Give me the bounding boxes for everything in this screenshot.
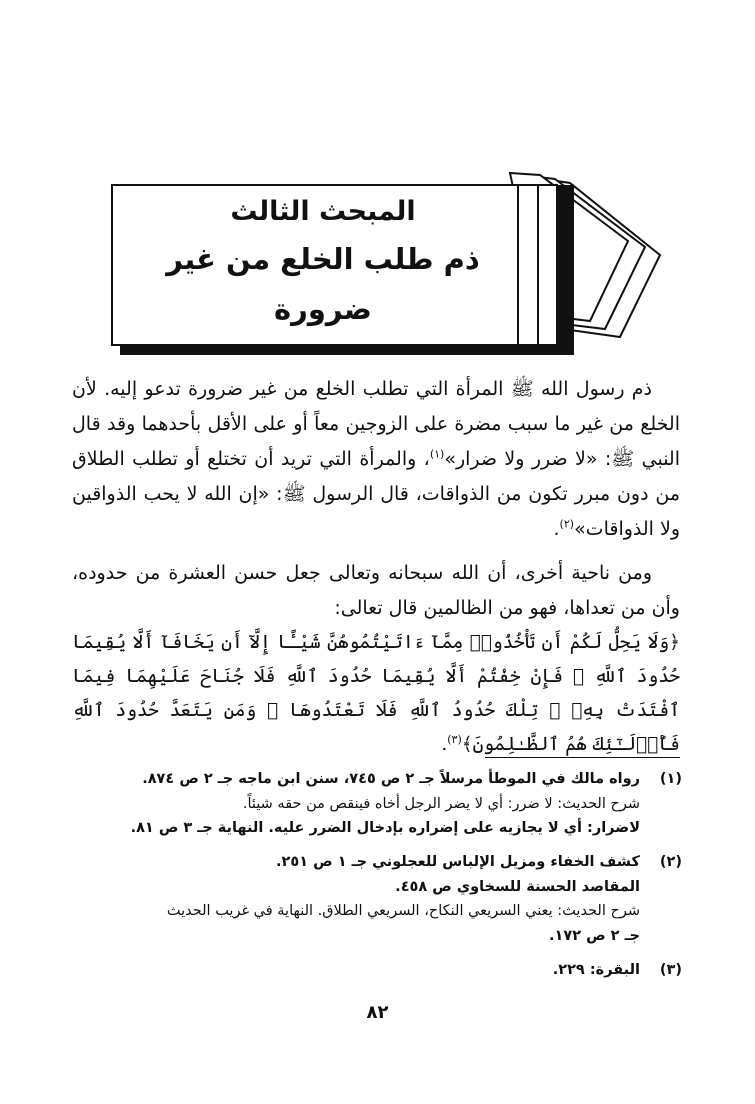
footnote-ref-2: (٢) <box>559 517 575 531</box>
footnote-3 <box>72 958 682 983</box>
quran-text: ﴿وَلَا يَحِلُّ لَكُمْ أَن تَأْخُذُوا۟ مِمَّآ ءَاتَيْتُمُوهُنَّ شَيْـًٔا إِلَّآ أَن يَخَافَآ أَلَّا يُقِيمَا حُدُودَ ٱللَّهِ ۖ فَإِنْ خِفْتُمْ أَلَّا يُقِيمَا حُدُودَ ٱللَّهِ فَلَا جُنَاحَ عَلَيْهِمَا فِيمَا ٱفْتَدَتْ بِهِۦ ۗ تِلْكَ حُدُودُ ٱللَّهِ فَلَا تَعْتَدُوهَا ۚ وَمَن يَتَعَدَّ حُدُودَ ٱللَّهِ فَأُو۟لَـٰٓئِكَ هُمُ ٱلظَّـٰلِمُونَ﴾ <box>72 632 680 755</box>
footnote-line: المقاصد الحسنة للسخاوي ص ٤٥٨. <box>395 878 640 895</box>
paragraph-2-text: ومن ناحية أخرى، أن الله سبحانه وتعالى جعل حسن العشرة من حدوده، وأن من تعداها، فهو من الظالمين قال تعالى: <box>72 562 680 619</box>
page-number: ٨٢ <box>366 1002 389 1023</box>
footnote-line: شرح الحديث: لا ضرر: أي لا يضر الرجل أخاه فينقص من حقه شيئاً. <box>242 795 640 812</box>
footnote-line: كشف الخفاء ومزيل الإلباس للعجلوني جـ ١ ص ٢٥١. <box>276 854 640 870</box>
paragraph-1-text: ذم رسول الله ﷺ المرأة التي تطلب الخلع من غير ضرورة تدعو إليه. لأن الخلع من غير ما سبب مضرة على الزوجين معاً أو على الأقل بأحدهما وقد قال النبي ﷺ: «لا ضرر ولا ضرار» <box>72 378 680 470</box>
footnote-2 <box>72 850 682 948</box>
paragraph-1-cont: ، والمرأة التي تريد أن تختلع أو تطلب الطلاق من دون مبرر تكون من الذواقات، قال الرسول ﷺ: «إن الله لا يحب الذواقين ولا الذواقات» <box>72 448 680 540</box>
footnote-ref-3: (٣) <box>447 732 462 746</box>
footnote-line: شرح الحديث: يعني السريعي النكاح، السريعي الطلاق. النهاية في غريب الحديث <box>166 903 640 919</box>
footnote-ref-1: (١) <box>429 447 445 461</box>
title-line-2: ذم طلب الخلع من غير ضرورة <box>166 242 480 326</box>
paragraph-2 <box>72 556 680 626</box>
footnote-line: جـ ٢ ص ١٧٢. <box>548 927 640 944</box>
footnote-divider <box>485 757 680 758</box>
footnote-number: (٣) <box>659 962 682 978</box>
footnote-number: (٢) <box>659 854 682 870</box>
quran-verse <box>72 626 680 762</box>
quran-end: . <box>441 734 448 755</box>
paragraph-1-end: . <box>553 518 560 540</box>
footnote-line: رواه مالك في الموطأ مرسلاً جـ ٢ ص ٧٤٥، سنن ابن ماجه جـ ٢ ص ٨٧٤. <box>142 771 640 787</box>
footnote-number: (١) <box>659 771 682 787</box>
frame-strip-shadow <box>557 185 574 355</box>
footnote-1 <box>72 767 682 841</box>
footnote-line: لاضرار: أي لا يجازيه على إضراره بإدخال الضرر عليه. النهاية جـ ٣ ص ٨١. <box>130 820 640 836</box>
footnote-line: البقرة: ٢٢٩. <box>552 962 640 978</box>
title-line-1: المبحث الثالث <box>230 196 416 227</box>
section-title <box>118 190 528 334</box>
paragraph-1 <box>72 372 680 547</box>
